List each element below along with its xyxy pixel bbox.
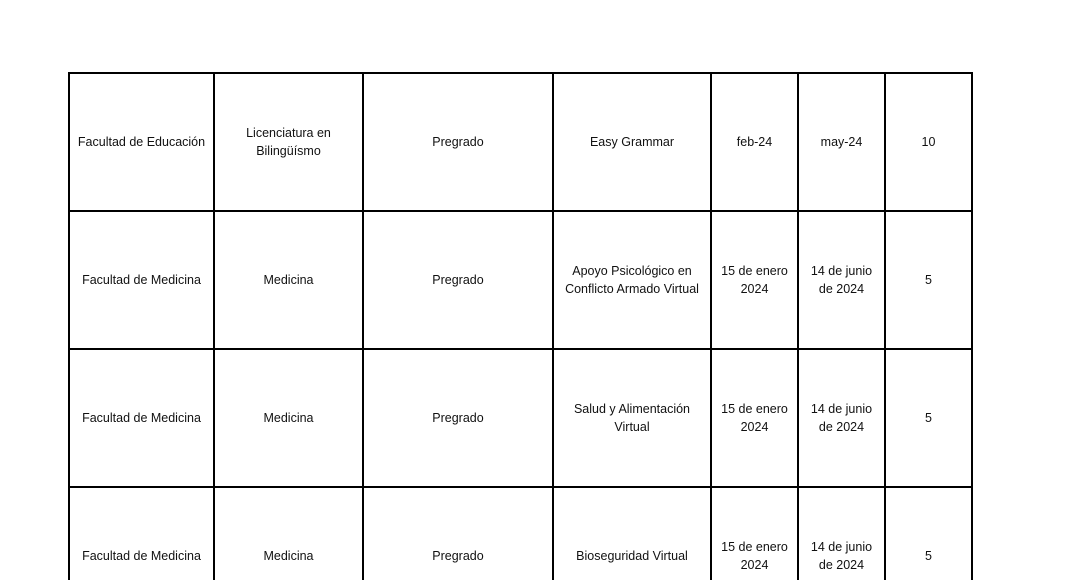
courses-table	[68, 72, 973, 580]
course-cell: Apoyo Psicológico en Conflicto Armado Virtual	[553, 211, 711, 349]
course-cell: Bioseguridad Virtual	[553, 487, 711, 580]
start-date-cell: 15 de enero 2024	[711, 211, 798, 349]
level-cell: Pregrado	[363, 487, 553, 580]
end-date-cell: may-24	[798, 73, 885, 211]
program-cell: Medicina	[214, 349, 363, 487]
level-cell: Pregrado	[363, 211, 553, 349]
count-cell: 5	[885, 349, 972, 487]
count-cell: 5	[885, 487, 972, 580]
end-date-cell: 14 de junio de 2024	[798, 487, 885, 580]
course-cell: Salud y Alimentación Virtual	[553, 349, 711, 487]
start-date-cell: 15 de enero 2024	[711, 349, 798, 487]
level-cell: Pregrado	[363, 73, 553, 211]
table-row	[69, 211, 972, 349]
start-date-cell: 15 de enero 2024	[711, 487, 798, 580]
faculty-cell: Facultad de Medicina	[69, 487, 214, 580]
level-cell: Pregrado	[363, 349, 553, 487]
table-row	[69, 349, 972, 487]
program-cell: Medicina	[214, 487, 363, 580]
table-row	[69, 487, 972, 580]
program-cell: Medicina	[214, 211, 363, 349]
course-cell: Easy Grammar	[553, 73, 711, 211]
count-cell: 10	[885, 73, 972, 211]
end-date-cell: 14 de junio de 2024	[798, 211, 885, 349]
count-cell: 5	[885, 211, 972, 349]
end-date-cell: 14 de junio de 2024	[798, 349, 885, 487]
faculty-cell: Facultad de Medicina	[69, 211, 214, 349]
faculty-cell: Facultad de Medicina	[69, 349, 214, 487]
start-date-cell: feb-24	[711, 73, 798, 211]
table-row	[69, 73, 972, 211]
faculty-cell: Facultad de Educación	[69, 73, 214, 211]
program-cell: Licenciatura en Bilingüísmo	[214, 73, 363, 211]
